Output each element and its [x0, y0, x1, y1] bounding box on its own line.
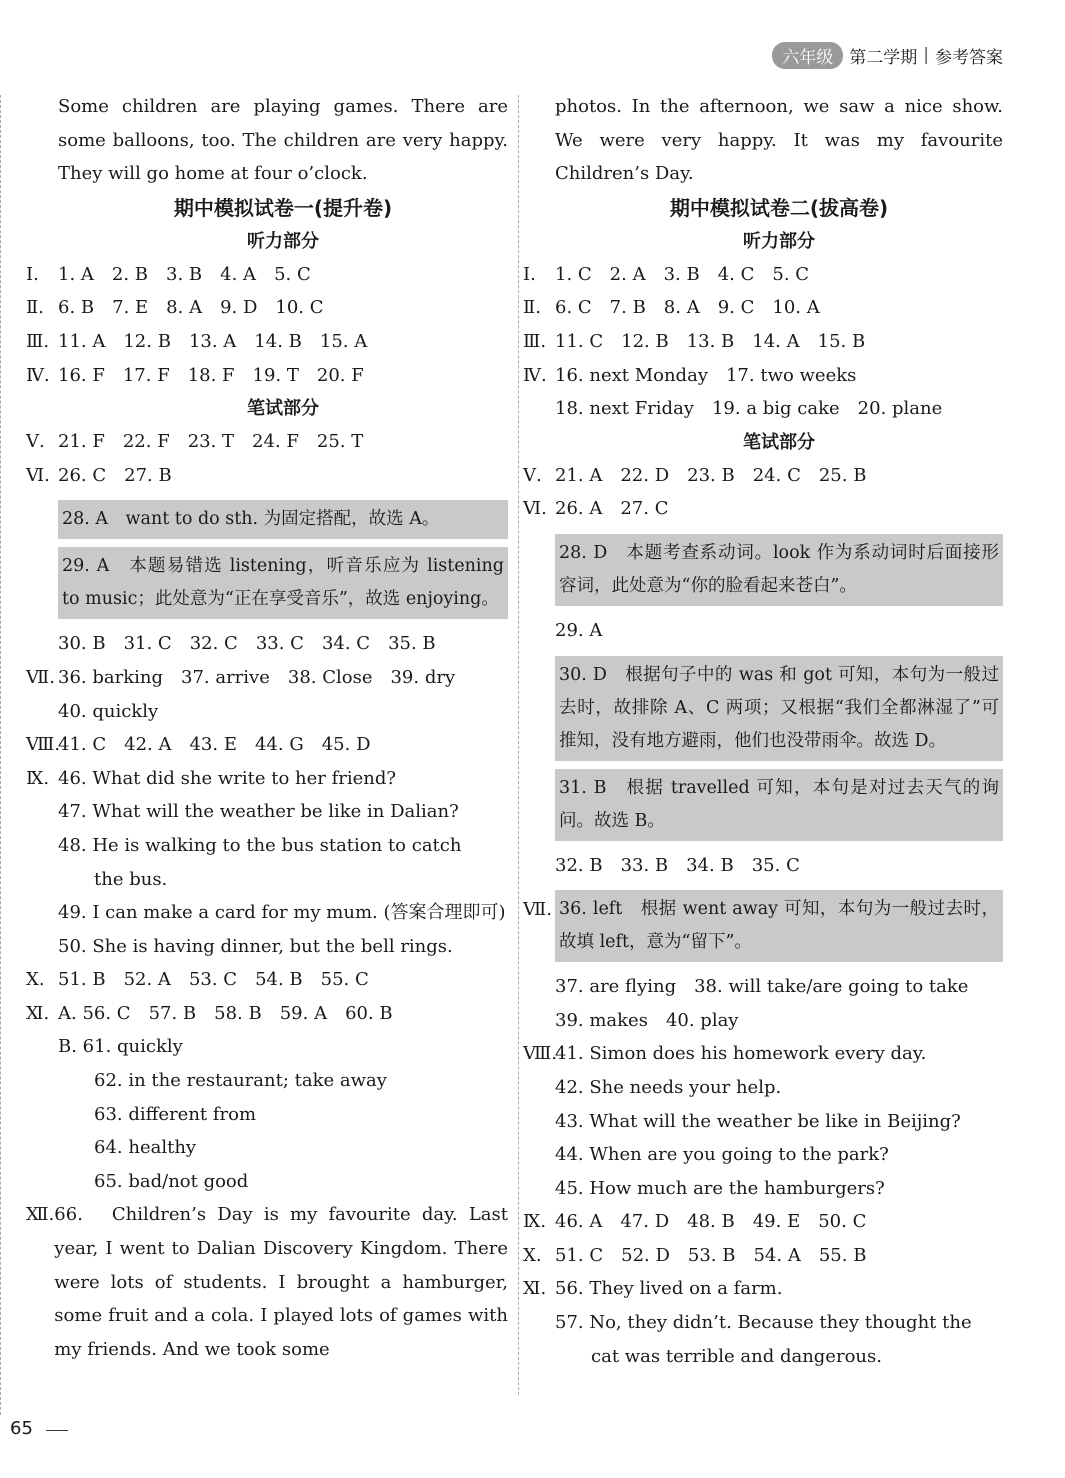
- page-number-rule: [46, 1430, 68, 1431]
- left-page-edge: [0, 95, 9, 1415]
- exam-title-2: 期中模拟试卷二(拔高卷): [669, 195, 889, 220]
- answer-row-4: Ⅳ. 16. F 17. F 18. F 19. T 20. F: [26, 364, 364, 386]
- answer-49: 49. I can make a card for my mum. (答案合理即可): [58, 902, 506, 924]
- answer-64: 64. healthy: [94, 1137, 197, 1159]
- listening-heading-2: 听力部分: [743, 230, 815, 252]
- answer-65: 65. bad/not good: [94, 1170, 249, 1192]
- left-column: [26, 90, 508, 1366]
- answer-row-8: Ⅷ. 41. C 42. A 43. E 44. G 45. D: [26, 734, 371, 756]
- r-answer-row-5: Ⅴ. 21. A 22. D 23. B 24. C 25. B: [523, 464, 867, 486]
- writing-heading-2: 笔试部分: [743, 431, 815, 453]
- r-answer-39: 39. makes 40. play: [555, 1009, 739, 1031]
- r-answer-43: 43. What will the weather be like in Beijing?: [555, 1110, 961, 1132]
- explanation-28: 28. A want to do sth. 为固定搭配，故选 A。: [58, 500, 508, 539]
- answer-50: 50. She is having dinner, but the bell rings.: [58, 935, 453, 957]
- r-answer-row-9: Ⅸ. 46. A 47. D 48. B 49. E 50. C: [523, 1211, 867, 1233]
- explanation-29: 29. A 本题易错选 listening，听音乐应为 listening to music；此处意为“正在享受音乐”，故选 enjoying。: [58, 547, 508, 619]
- r-answer-37: 37. are flying 38. will take/are going to take: [555, 976, 969, 998]
- r-explanation-31: 31. B 根据 travelled 可知，本句是对过去天气的询问。故选 B。: [555, 769, 1003, 841]
- r-answer-row-2: Ⅱ. 6. C 7. B 8. A 9. C 10. A: [523, 297, 820, 319]
- r-answer-57: 57. No, they didn’t. Because they thought the: [555, 1312, 972, 1334]
- listening-heading: 听力部分: [247, 230, 319, 252]
- r-answer-row-10: Ⅹ. 51. C 52. D 53. B 54. A 55. B: [523, 1244, 867, 1266]
- essay-ending: photos. In the afternoon, we saw a nice show. We were very happy. It was my favourite Children’s Day.: [555, 96, 1003, 185]
- r-answer-56: Ⅺ. 56. They lived on a farm.: [523, 1278, 783, 1300]
- r-answer-44: 44. When are you going to the park?: [555, 1144, 889, 1166]
- term-label: 第二学期: [849, 47, 918, 68]
- r-answer-row-4-cont: 18. next Friday 19. a big cake 20. plane: [555, 398, 943, 420]
- answer-row-30: 30. B 31. C 32. C 33. C 34. C 35. B: [58, 633, 436, 655]
- answer-62: 62. in the restaurant; take away: [94, 1070, 387, 1092]
- answer-40: 40. quickly: [58, 700, 159, 722]
- r-section-7: Ⅶ. 36. left 根据 went away 可知，本句为一般过去时，故填 left，意为“留下”。: [555, 890, 1003, 962]
- answer-48-cont: the bus.: [94, 868, 168, 890]
- answer-row-1: Ⅰ. 1. A 2. B 3. B 4. A 5. C: [26, 263, 311, 285]
- answer-46: Ⅸ. 46. What did she write to her friend?: [26, 767, 397, 789]
- answer-row-10: Ⅹ. 51. B 52. A 53. C 54. B 55. C: [26, 969, 369, 991]
- right-column: [523, 90, 1003, 1373]
- r-answer-row-6: Ⅵ. 26. A 27. C: [523, 498, 669, 520]
- r-explanation-30: 30. D 根据句子中的 was 和 got 可知，本句为一般过去时，故排除 A、C 两项；又根据“我们全都淋湿了”可推知，没有地方避雨，他们也没带雨伞。故选 D。: [555, 656, 1003, 761]
- answer-63: 63. different from: [94, 1103, 257, 1125]
- header-separator: |: [923, 45, 929, 65]
- essay-continuation: Some children are playing games. There are some balloons, too. The children are very happy. They will go home at four o’clock.: [58, 96, 508, 185]
- answer-row-3: Ⅲ. 11. A 12. B 13. A 14. B 15. A: [26, 330, 368, 352]
- r-explanation-28: 28. D 本题考查系动词。look 作为系动词时后面接形容词，此处意为“你的脸看起来苍白”。: [555, 534, 1003, 606]
- answer-row-5: Ⅴ. 21. F 22. F 23. T 24. F 25. T: [26, 431, 364, 453]
- r-answer-57-cont: cat was terrible and dangerous.: [591, 1345, 882, 1367]
- column-divider: [518, 95, 519, 1395]
- r-answer-42: 42. She needs your help.: [555, 1076, 782, 1098]
- page-header: [772, 40, 1003, 70]
- grade-badge: 六年级: [772, 42, 843, 69]
- answer-row-2: Ⅱ. 6. B 7. E 8. A 9. D 10. C: [26, 297, 324, 319]
- r-answer-row-32: 32. B 33. B 34. B 35. C: [555, 854, 800, 876]
- answer-47: 47. What will the weather be like in Dalian?: [58, 801, 459, 823]
- answer-row-11: Ⅺ. A. 56. C 57. B 58. B 59. A 60. B: [26, 1002, 393, 1024]
- answer-66-essay: Ⅻ. 66. Children’s Day is my favourite day. Last year, I went to Dalian Discovery Kingdom. There were lots of students. I brought a hamburger, some fruit and a cola. I played lots of games with my friends. And we took some: [26, 1204, 508, 1360]
- answer-row-6: Ⅵ. 26. C 27. B: [26, 464, 172, 486]
- r-answer-row-4: Ⅳ. 16. next Monday 17. two weeks: [523, 364, 857, 386]
- r-answer-row-1: Ⅰ. 1. C 2. A 3. B 4. C 5. C: [523, 263, 810, 285]
- answer-row-7: Ⅶ. 36. barking 37. arrive 38. Close 39. dry: [26, 666, 456, 688]
- r-answer-row-3: Ⅲ. 11. C 12. B 13. B 14. A 15. B: [523, 330, 866, 352]
- writing-heading: 笔试部分: [247, 398, 319, 420]
- r-explanation-36: 36. left 根据 went away 可知，本句为一般过去时，故填 left，意为“留下”。: [555, 890, 1003, 962]
- r-answer-29: 29. A: [555, 619, 603, 641]
- r-answer-41: Ⅷ. 41. Simon does his homework every day.: [523, 1043, 927, 1065]
- answer-61: B. 61. quickly: [58, 1036, 183, 1058]
- r-answer-45: 45. How much are the hamburgers?: [555, 1177, 885, 1199]
- page-number: 65: [10, 1418, 33, 1439]
- exam-title-1: 期中模拟试卷一(提升卷): [173, 195, 393, 220]
- section-label: 参考答案: [935, 47, 1003, 68]
- answer-48: 48. He is walking to the bus station to catch: [58, 834, 462, 856]
